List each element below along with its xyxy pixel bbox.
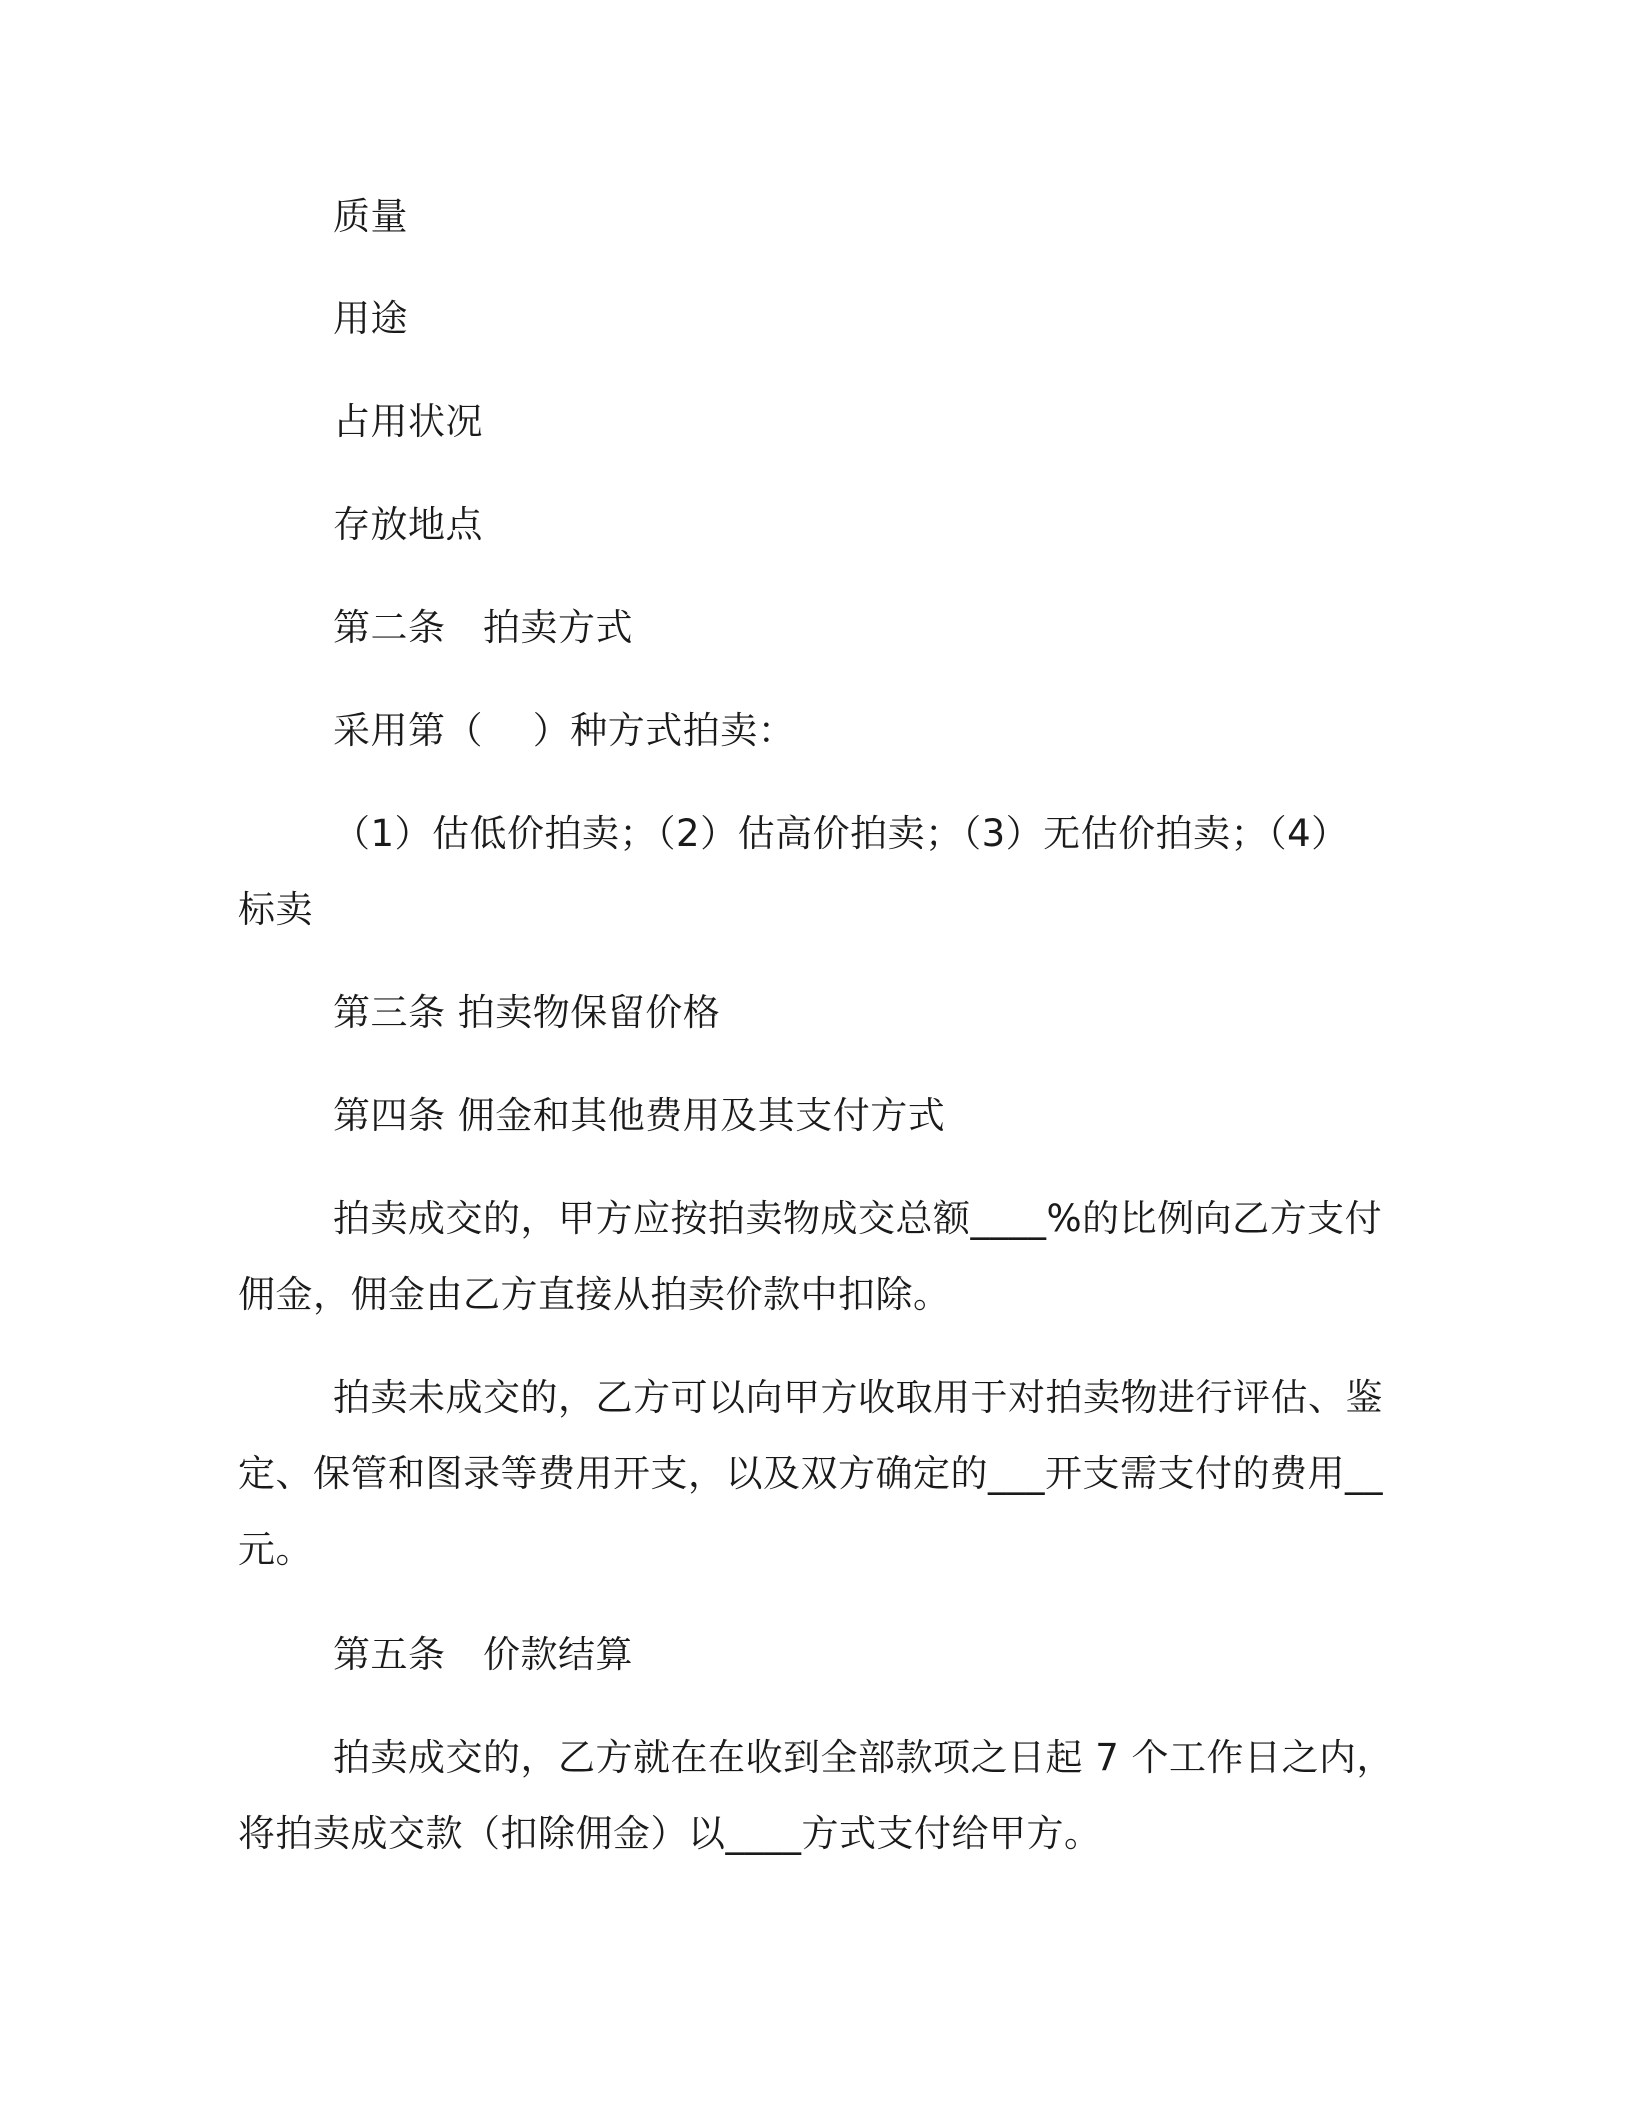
article-3-heading: 第三条 拍卖物保留价格: [333, 991, 721, 1034]
item-storage: 存放地点: [333, 503, 483, 546]
item-quality: 质量: [333, 195, 408, 238]
article-2-method-line: 采用第（ ）种方式拍卖：: [333, 709, 796, 752]
article-4-paragraph-2-line-1: 拍卖未成交的，乙方可以向甲方收取用于对拍卖物进行评估、鉴: [333, 1376, 1383, 1419]
article-4-heading: 第四条 佣金和其他费用及其支付方式: [333, 1094, 946, 1137]
item-occupancy: 占用状况: [333, 400, 483, 443]
article-5-heading: 第五条 价款结算: [333, 1633, 633, 1676]
article-2-options-line-2: 标卖: [238, 888, 313, 931]
article-2-options-line-1: （1）估低价拍卖；（2）估高价拍卖；（3）无估价拍卖；（4）: [333, 812, 1349, 855]
article-2-heading: 第二条 拍卖方式: [333, 606, 633, 649]
article-4-paragraph-2-line-3: 元。: [238, 1528, 313, 1571]
item-usage: 用途: [333, 297, 408, 340]
article-5-paragraph-1-line-1: 拍卖成交的，乙方就在在收到全部款项之日起 7 个工作日之内，: [333, 1736, 1395, 1779]
article-4-paragraph-2-line-2: 定、保管和图录等费用开支，以及双方确定的___开支需支付的费用__: [238, 1452, 1383, 1495]
article-4-paragraph-1-line-2: 佣金，佣金由乙方直接从拍卖价款中扣除。: [238, 1273, 951, 1316]
article-5-paragraph-1-line-2: 将拍卖成交款（扣除佣金）以____方式支付给甲方。: [238, 1812, 1102, 1855]
article-4-paragraph-1-line-1: 拍卖成交的，甲方应按拍卖物成交总额____%的比例向乙方支付: [333, 1197, 1383, 1240]
